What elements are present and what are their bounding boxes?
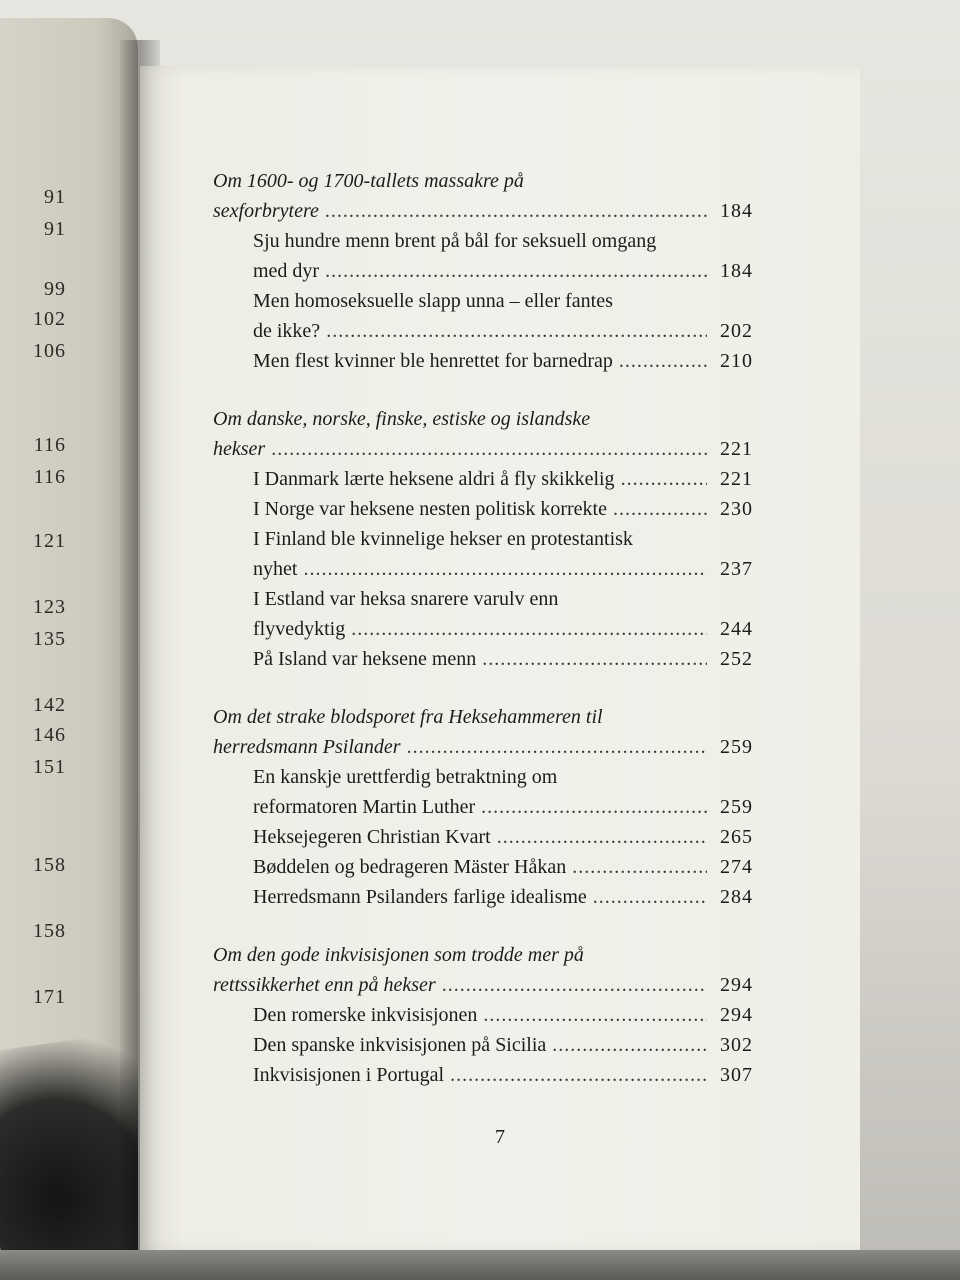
toc-section: [213, 702, 753, 912]
entry-line: [213, 464, 753, 494]
left-page-number: 123: [33, 596, 66, 618]
toc-text: Heksejegeren Christian Kvart: [253, 826, 491, 848]
dot-leader: [481, 792, 707, 822]
toc-page-number: 259: [720, 736, 753, 758]
left-page-number: 135: [33, 628, 66, 650]
left-page: [0, 18, 138, 1258]
toc-page-number: 221: [720, 438, 753, 460]
toc-text: En kanskje urettferdig betraktning om: [253, 766, 558, 788]
toc-text: Om danske, norske, finske, estiske og islandske: [213, 408, 591, 430]
dot-leader: [442, 970, 707, 1000]
toc-page-number: 221: [720, 468, 753, 490]
dot-leader: [613, 494, 707, 524]
toc-page-number: 184: [720, 200, 753, 222]
left-page-number: 146: [33, 724, 66, 746]
dot-leader: [483, 1000, 707, 1030]
entry-line: [213, 554, 753, 584]
toc-page-number: 274: [720, 856, 753, 878]
toc-text: nyhet: [253, 558, 298, 580]
toc-page-number: 252: [720, 648, 753, 670]
entry-line: [213, 1030, 753, 1060]
toc-text: Om 1600- og 1700-tallets massakre på: [213, 170, 524, 192]
left-page-number: 91: [44, 218, 66, 240]
left-page-number: 158: [33, 854, 66, 876]
entry-line: [213, 822, 753, 852]
right-page: [140, 66, 860, 1250]
toc-section: [213, 940, 753, 1090]
left-page-number: 121: [33, 530, 66, 552]
toc-text: med dyr: [253, 260, 320, 282]
toc-text: Sju hundre menn brent på bål for seksuell omgang: [253, 230, 657, 252]
dot-leader: [593, 882, 707, 912]
toc-page-number: 307: [720, 1064, 753, 1086]
table-of-contents: [213, 166, 753, 1118]
left-page-number: 116: [33, 466, 66, 488]
toc-text: de ikke?: [253, 320, 321, 342]
toc-text: rettssikkerhet enn på hekser: [213, 974, 436, 996]
toc-text: Om den gode inkvisisjonen som trodde mer på: [213, 944, 584, 966]
dot-leader: [303, 554, 707, 584]
toc-text: reformatoren Martin Luther: [253, 796, 476, 818]
toc-text: I Norge var heksene nesten politisk korrekte: [253, 498, 607, 520]
toc-page-number: 202: [720, 320, 753, 342]
dot-leader: [619, 346, 707, 376]
entry-line: [213, 256, 753, 286]
dot-leader: [326, 316, 707, 346]
toc-text: I Estland var heksa snarere varulv enn: [253, 588, 559, 610]
section-title-line: [213, 940, 753, 970]
page-number: 7: [495, 1126, 505, 1148]
left-page-number: 158: [33, 920, 66, 942]
entry-line: [213, 226, 753, 256]
toc-text: Den spanske inkvisisjonen på Sicilia: [253, 1034, 547, 1056]
toc-text: sexforbrytere: [213, 200, 319, 222]
left-page-number: 99: [44, 278, 66, 300]
toc-text: I Danmark lærte heksene aldri å fly skikkelig: [253, 468, 615, 490]
toc-page-number: 230: [720, 498, 753, 520]
toc-text: På Island var heksene menn: [253, 648, 477, 670]
toc-text: Om det strake blodsporet fra Heksehammeren til: [213, 706, 603, 728]
toc-page-number: 284: [720, 886, 753, 908]
entry-line: [213, 1060, 753, 1090]
toc-page-number: 302: [720, 1034, 753, 1056]
toc-page-number: 210: [720, 350, 753, 372]
dot-leader: [271, 434, 707, 464]
dot-leader: [497, 822, 707, 852]
toc-text: Inkvisisjonen i Portugal: [253, 1064, 445, 1086]
entry-line: [213, 286, 753, 316]
dot-leader: [407, 732, 707, 762]
section-title-line: [213, 434, 753, 464]
dot-leader: [621, 464, 707, 494]
entry-line: [213, 644, 753, 674]
section-title-line: [213, 732, 753, 762]
toc-page-number: 259: [720, 796, 753, 818]
toc-text: Herredsmann Psilanders farlige idealisme: [253, 886, 587, 908]
toc-page-number: 184: [720, 260, 753, 282]
dot-leader: [572, 852, 707, 882]
toc-page-number: 237: [720, 558, 753, 580]
table-surface: [0, 1250, 960, 1280]
entry-line: [213, 524, 753, 554]
entry-line: [213, 494, 753, 524]
toc-section: [213, 166, 753, 376]
entry-line: [213, 316, 753, 346]
entry-line: [213, 762, 753, 792]
toc-text: herredsmann Psilander: [213, 736, 401, 758]
left-page-number: 102: [33, 308, 66, 330]
section-title-line: [213, 196, 753, 226]
toc-text: hekser: [213, 438, 266, 460]
left-page-number: 116: [33, 434, 66, 456]
toc-page-number: 244: [720, 618, 753, 640]
left-page-number: 171: [33, 986, 66, 1008]
toc-page-number: 265: [720, 826, 753, 848]
dot-leader: [482, 644, 707, 674]
toc-text: Bøddelen og bedrageren Mäster Håkan: [253, 856, 567, 878]
dot-leader: [351, 614, 707, 644]
dot-leader: [325, 256, 707, 286]
toc-text: Men homoseksuelle slapp unna – eller fantes: [253, 290, 613, 312]
toc-text: flyvedyktig: [253, 618, 346, 640]
left-page-number: 106: [33, 340, 66, 362]
section-title-line: [213, 970, 753, 1000]
dot-leader: [325, 196, 707, 226]
toc-text: Den romerske inkvisisjonen: [253, 1004, 478, 1026]
toc-text: I Finland ble kvinnelige hekser en protestantisk: [253, 528, 633, 550]
toc-page-number: 294: [720, 1004, 753, 1026]
toc-section: [213, 404, 753, 674]
entry-line: [213, 882, 753, 912]
hand-shadow: [0, 1025, 138, 1258]
left-page-number: 91: [44, 186, 66, 208]
section-title-line: [213, 404, 753, 434]
entry-line: [213, 852, 753, 882]
toc-text: Men flest kvinner ble henrettet for barnedrap: [253, 350, 613, 372]
dot-leader: [450, 1060, 707, 1090]
section-title-line: [213, 702, 753, 732]
toc-page-number: 294: [720, 974, 753, 996]
entry-line: [213, 1000, 753, 1030]
entry-line: [213, 346, 753, 376]
entry-line: [213, 792, 753, 822]
section-title-line: [213, 166, 753, 196]
entry-line: [213, 584, 753, 614]
dot-leader: [552, 1030, 707, 1060]
entry-line: [213, 614, 753, 644]
left-page-number: 151: [33, 756, 66, 778]
left-page-number: 142: [33, 694, 66, 716]
